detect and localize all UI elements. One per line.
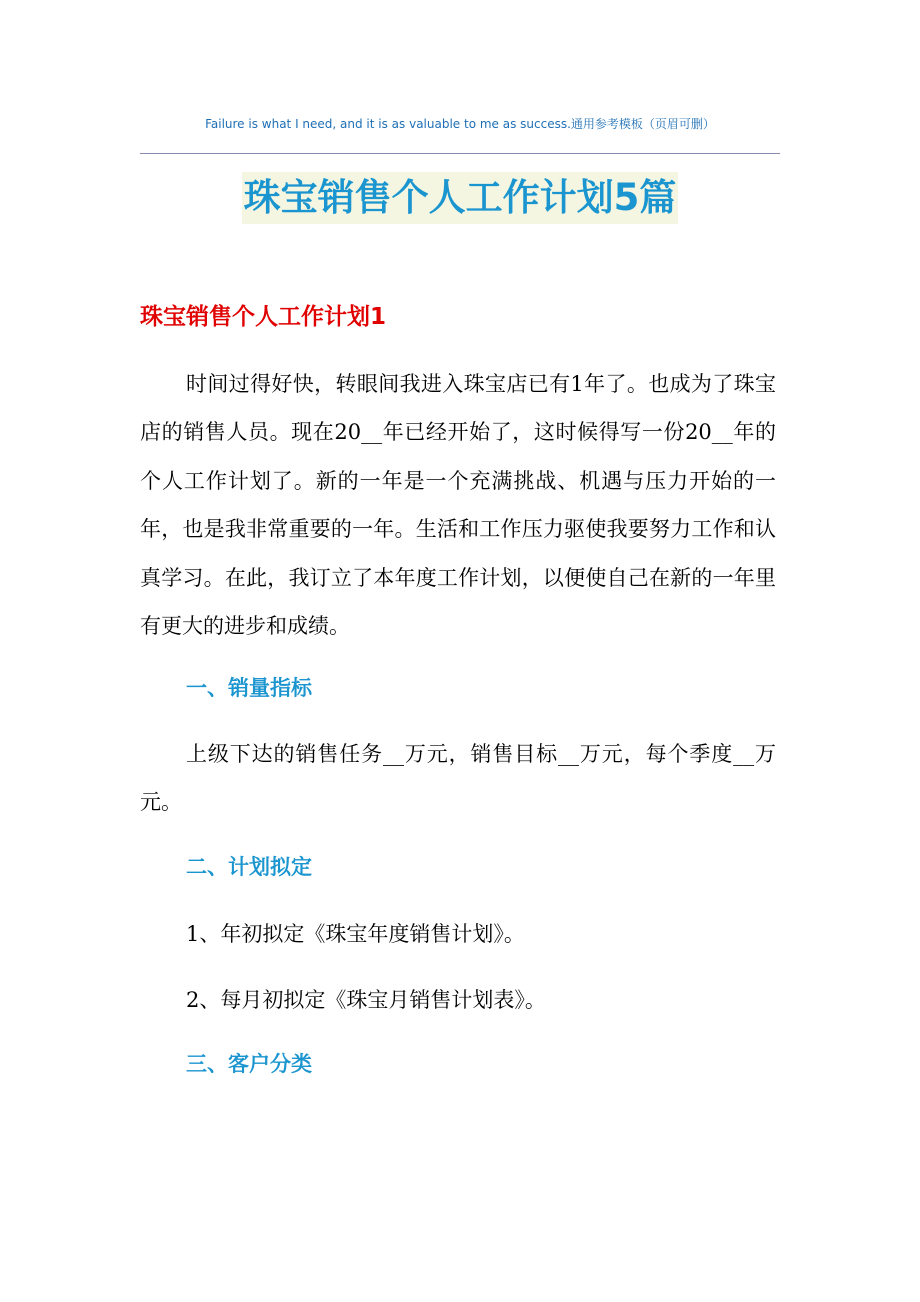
- heading-plan: 二、计划拟定: [186, 855, 312, 879]
- page-header-text: Failure is what I need, and it is as valuable to me as success.通用参考模板（页眉可删）: [205, 117, 715, 131]
- sales-target-paragraph: 上级下达的销售任务__万元，销售目标__万元，每个季度__万元。: [140, 742, 776, 815]
- heading-sales-target: 一、销量指标: [186, 676, 312, 700]
- heading-customer-classification: 三、客户分类: [186, 1052, 312, 1076]
- document-title: 珠宝销售个人工作计划5篇: [242, 172, 679, 224]
- plan-item-2: 2、每月初拟定《珠宝月销售计划表》。: [186, 988, 546, 1012]
- plan-item-1: 1、年初拟定《珠宝年度销售计划》。: [186, 922, 525, 946]
- document-title-wrapper: [0, 172, 920, 224]
- intro-paragraph: 时间过得好快，转眼间我进入珠宝店已有1年了。也成为了珠宝店的销售人员。现在20__年已经开始了，这时候得写一份20__年的个人工作计划了。新的一年是一个充满挑战、机遇与压力开始的一年，也是我非常重要的一年。生活和工作压力驱使我要努力工作和认真学习。在此，我订立了本年度工作计划，以便使自己在新的一年里有更大的进步和成绩。: [140, 372, 776, 639]
- header-divider: [140, 153, 780, 154]
- section-title: 珠宝销售个人工作计划1: [140, 304, 387, 330]
